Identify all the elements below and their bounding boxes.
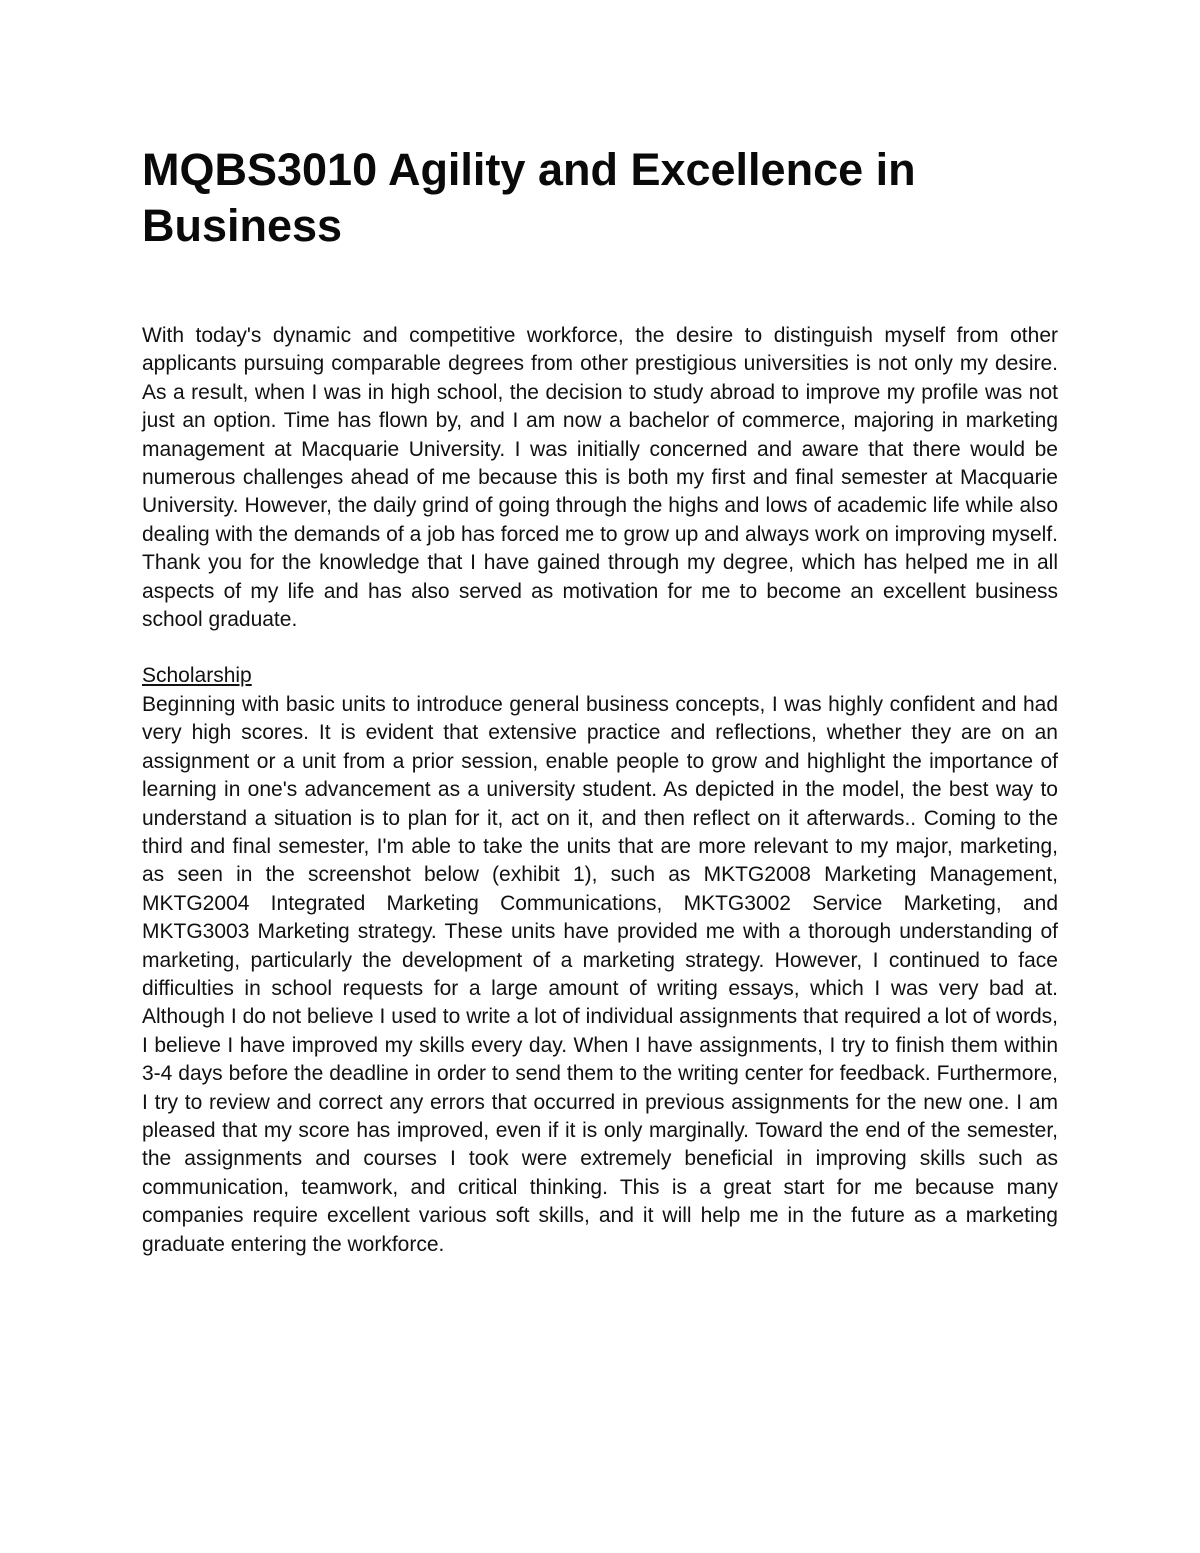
intro-paragraph: With today's dynamic and competitive workforce, the desire to distinguish myself from other applicants pursuing comparable degrees from other prestigious universities is not only my desire. As a result, when I was in high school, the decision to study abroad to improve my profile was not just an option. Time has flown by, and I am now a bachelor of commerce, majoring in marketing management at Macquarie University. I was initially concerned and aware that there would be numerous challenges ahead of me because this is both my first and final semester at Macquarie University. However, the daily grind of going through the highs and lows of academic life while also dealing with the demands of a job has forced me to grow up and always work on improving myself. Thank you for the knowledge that I have gained through my degree, which has helped me in all aspects of my life and has also served as motivation for me to become an excellent business school graduate. bbox=[142, 324, 1058, 632]
document-title: MQBS3010 Agility and Excellence in Business bbox=[142, 144, 916, 251]
section-heading-scholarship: Scholarship bbox=[142, 664, 252, 688]
scholarship-paragraph: Beginning with basic units to introduce general business concepts, I was highly confident and had very high scores. It is evident that extensive practice and reflections, whether they are on an assignment or a unit from a prior session, enable people to grow and highlight the importance of learning in one's advancement as a university student. As depicted in the model, the best way to understand a situation is to plan for it, act on it, and then reflect on it afterwards.. Coming to the third and final semester, I'm able to take the units that are more relevant to my major, marketing, as seen in the screenshot below (exhibit 1), such as MKTG2008 Marketing Management, MKTG2004 Integrated Marketing Communications, MKTG3002 Service Marketing, and MKTG3003 Marketing strategy. These units have provided me with a thorough understanding of marketing, particularly the development of a marketing strategy. However, I continued to face difficulties in school requests for a large amount of writing essays, which I was very bad at. Although I do not believe I used to write a lot of individual assignments that required a lot of words, I believe I have improved my skills every day. When I have assignments, I try to finish them within 3-4 days before the deadline in order to send them to the writing center for feedback. Furthermore, I try to review and correct any errors that occurred in previous assignments for the new one. I am pleased that my score has improved, even if it is only marginally. Toward the end of the semester, the assignments and courses I took were extremely beneficial in improving skills such as communication, teamwork, and critical thinking. This is a great start for me because many companies require excellent various soft skills, and it will help me in the future as a marketing graduate entering the workforce. bbox=[142, 692, 1058, 1256]
